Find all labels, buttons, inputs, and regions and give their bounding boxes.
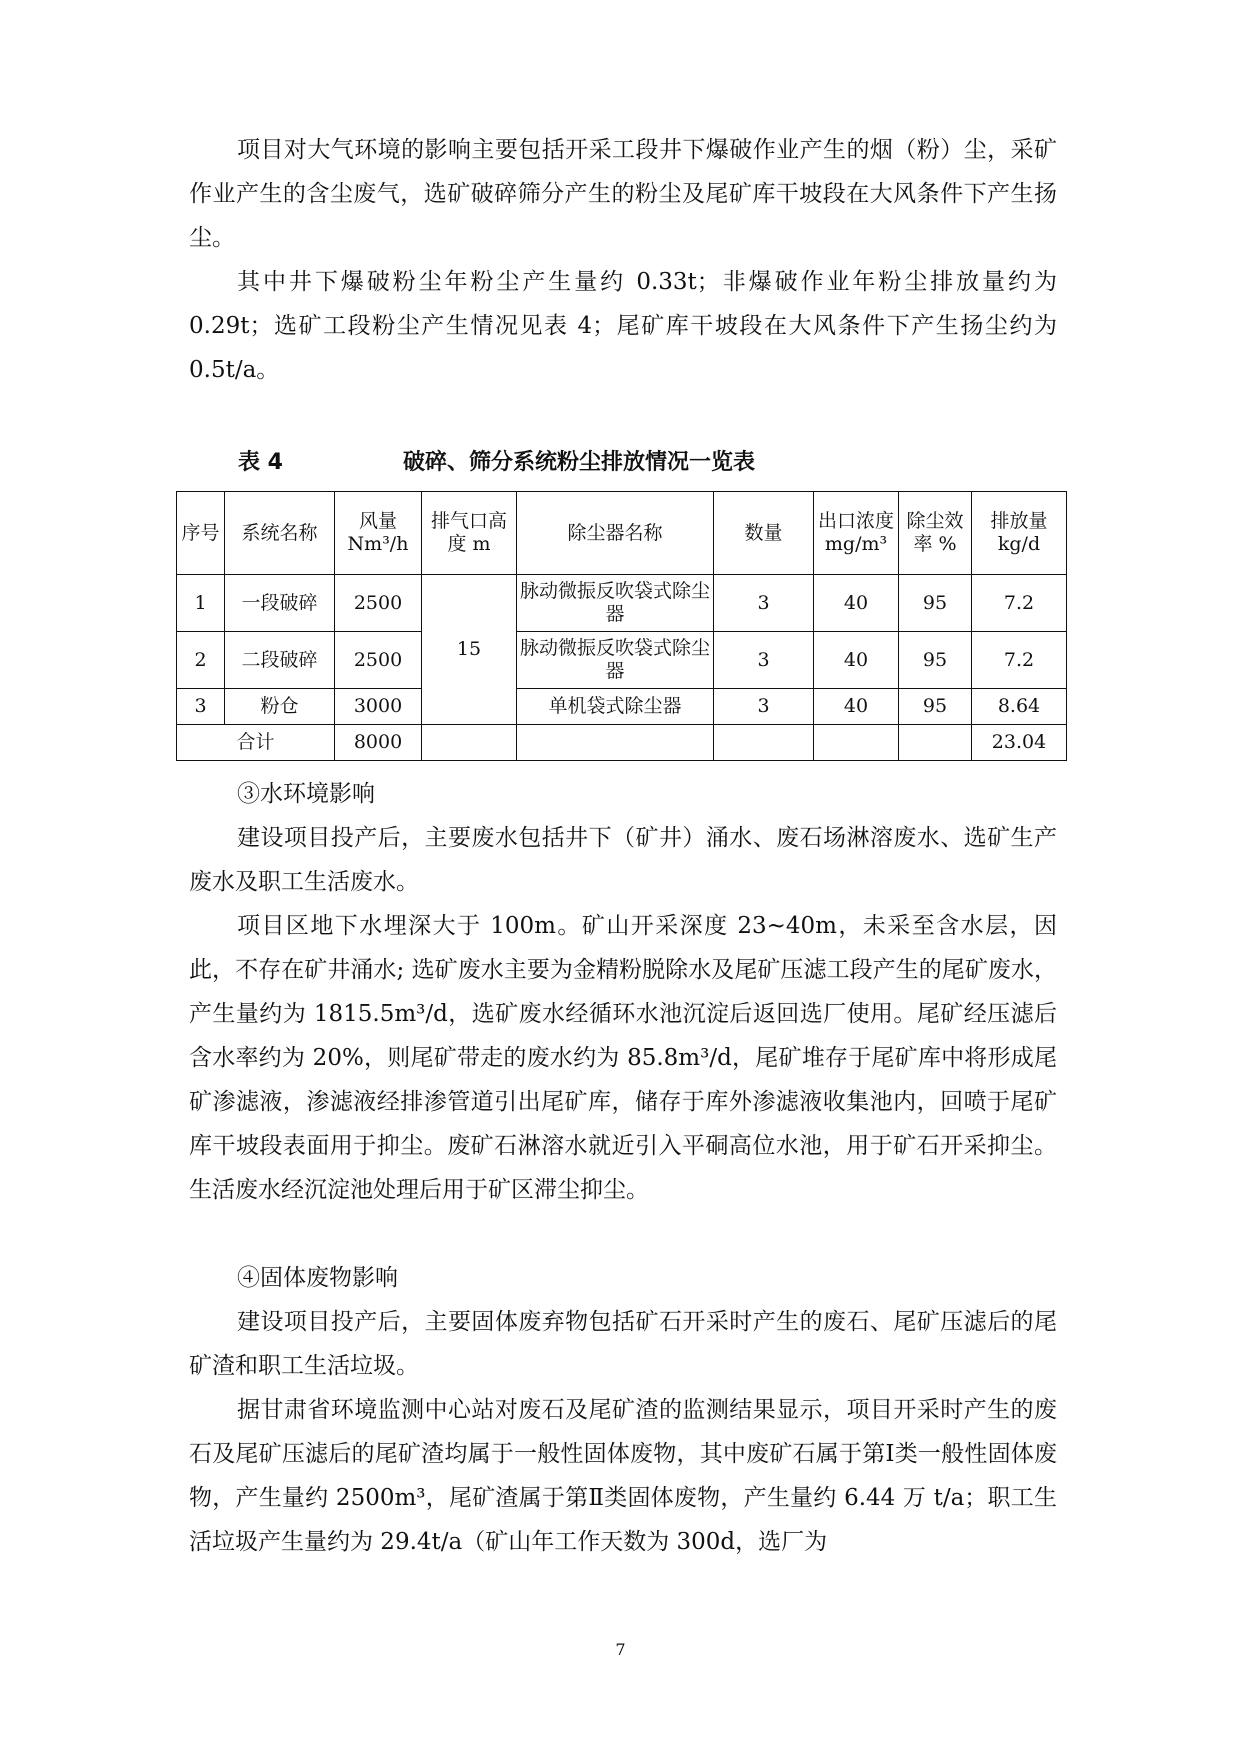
table-cell: 脉动微振反吹袋式除尘器	[517, 575, 714, 632]
table-cell-empty	[714, 725, 814, 761]
paragraph-wastewater-sources: 建设项目投产后，主要废水包括井下（矿井）涌水、废石场淋溶废水、选矿生产废水及职工生活废水。	[189, 825, 1057, 895]
header-cell: 排放量 kg/d	[972, 492, 1067, 575]
table-cell: 40	[814, 689, 899, 725]
table-header-row	[177, 492, 1067, 575]
table-cell: 3	[714, 575, 814, 632]
dust-emission-table	[176, 491, 1067, 761]
table-cell: 8.64	[972, 689, 1067, 725]
table-cell: 单机袋式除尘器	[517, 689, 714, 725]
table-cell: 3	[177, 689, 225, 725]
table-cell: 脉动微振反吹袋式除尘器	[517, 632, 714, 689]
table-cell: 7.2	[972, 632, 1067, 689]
table-total-row	[177, 725, 1067, 761]
header-cell: 序号	[177, 492, 225, 575]
header-cell: 出口浓度 mg/m³	[814, 492, 899, 575]
table-row	[177, 689, 1067, 725]
header-cell: 系统名称	[225, 492, 335, 575]
paragraph-dust-amounts: 其中井下爆破粉尘年粉尘产生量约 0.33t；非爆破作业年粉尘排放量约为 0.29t；选矿工段粉尘产生情况见表 4；尾矿库干坡段在大风条件下产生扬尘约为 0.5t/a。	[189, 269, 1057, 383]
table-cell: 二段破碎	[225, 632, 335, 689]
table-cell: 3000	[335, 689, 422, 725]
table-cell: 95	[899, 689, 972, 725]
table-caption	[238, 445, 755, 476]
section-heading-solid-waste: ④固体废物影响	[237, 1265, 398, 1291]
header-cell: 除尘器名称	[517, 492, 714, 575]
table-cell-empty	[814, 725, 899, 761]
table-cell: 40	[814, 632, 899, 689]
section-heading-water: ③水环境影响	[237, 781, 375, 807]
table-cell: 2	[177, 632, 225, 689]
table-title: 破碎、筛分系统粉尘排放情况一览表	[402, 450, 755, 475]
total-label: 合计	[177, 725, 335, 761]
table-row	[177, 575, 1067, 632]
table-number: 表 4	[238, 450, 283, 475]
paragraph-air-impact: 项目对大气环境的影响主要包括开采工段井下爆破作业产生的烟（粉）尘，采矿作业产生的含尘废气，选矿破碎筛分产生的粉尘及尾矿库干坡段在大风条件下产生扬尘。	[189, 137, 1057, 251]
paragraph-solid-waste-monitoring: 据甘肃省环境监测中心站对废石及尾矿渣的监测结果显示，项目开采时产生的废石及尾矿压滤后的尾矿渣均属于一般性固体废物，其中废矿石属于第Ⅰ类一般性固体废物，产生量约 2500m³，尾矿渣属于第Ⅱ类固体废物，产生量约 6.44 万 t/a；职工生活垃圾产生量约为 29.4t/a（矿山年工作天数为 300d，选厂为	[189, 1397, 1057, 1555]
total-flow: 8000	[335, 725, 422, 761]
table-cell-empty	[517, 725, 714, 761]
table-cell: 粉仓	[225, 689, 335, 725]
page-number: 7	[615, 1640, 626, 1659]
table-cell-empty	[899, 725, 972, 761]
paragraph-wastewater-treatment: 项目区地下水埋深大于 100m。矿山开采深度 23~40m，未采至含水层，因此，不存在矿井涌水; 选矿废水主要为金精粉脱除水及尾矿压滤工段产生的尾矿废水，产生量约为 1815.5m³/d，选矿废水经循环水池沉淀后返回选厂使用。尾矿经压滤后含水率约为 20%，则尾矿带走的废水约为 85.8m³/d，尾矿堆存于尾矿库中将形成尾矿渗滤液，渗滤液经排渗管道引出尾矿库，储存于库外渗滤液收集池内，回喷于尾矿库干坡段表面用于抑尘。废矿石淋溶水就近引入平硐高位水池，用于矿石开采抑尘。生活废水经沉淀池处理后用于矿区滞尘抑尘。	[189, 913, 1057, 1203]
header-cell: 排气口高度 m	[422, 492, 517, 575]
table-cell-height-merged: 15	[422, 575, 517, 725]
header-cell: 风量 Nm³/h	[335, 492, 422, 575]
table-row	[177, 632, 1067, 689]
table-cell: 40	[814, 575, 899, 632]
table-cell: 7.2	[972, 575, 1067, 632]
table-cell: 一段破碎	[225, 575, 335, 632]
table-cell: 3	[714, 632, 814, 689]
table-cell: 95	[899, 575, 972, 632]
table-cell: 2500	[335, 632, 422, 689]
table-cell: 95	[899, 632, 972, 689]
header-cell: 除尘效率 %	[899, 492, 972, 575]
table-cell: 1	[177, 575, 225, 632]
table-cell: 3	[714, 689, 814, 725]
table-cell-empty	[422, 725, 517, 761]
header-cell: 数量	[714, 492, 814, 575]
paragraph-solid-waste-sources: 建设项目投产后，主要固体废弃物包括矿石开采时产生的废石、尾矿压滤后的尾矿渣和职工生活垃圾。	[189, 1309, 1057, 1379]
total-emission: 23.04	[972, 725, 1067, 761]
table-cell: 2500	[335, 575, 422, 632]
